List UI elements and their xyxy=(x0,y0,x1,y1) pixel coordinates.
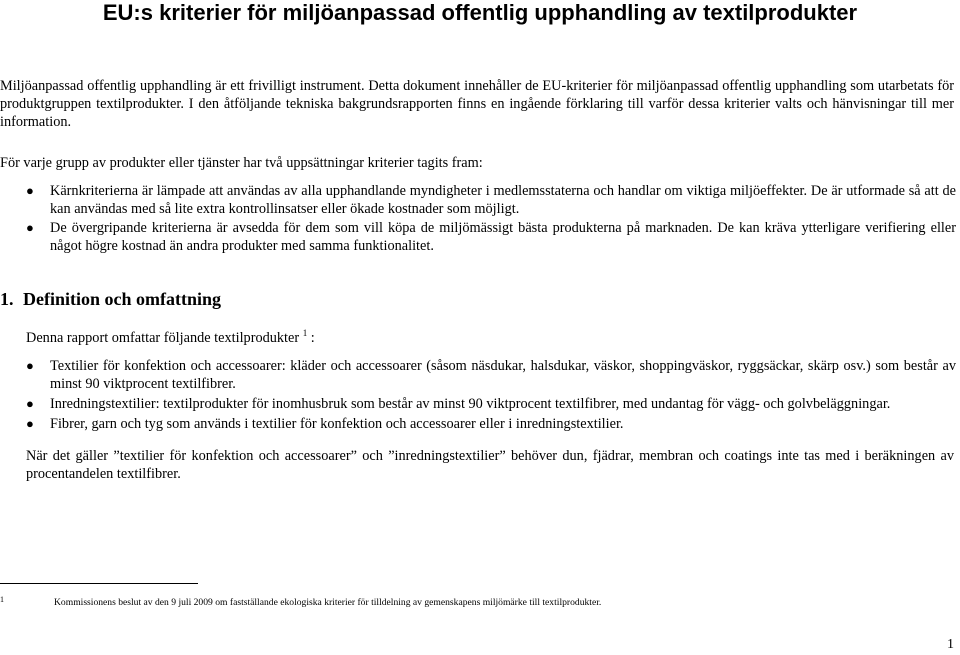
list-item xyxy=(0,219,956,255)
footnote-reference: 1 xyxy=(302,328,308,339)
scope-suffix: : xyxy=(310,330,315,346)
document-title: EU:s kriterier för miljöanpassad offentlig upphandling av textilprodukter xyxy=(102,0,858,25)
footnote-number: 1 xyxy=(0,595,4,604)
section-title: Definition och omfattning xyxy=(23,289,221,309)
bullet-icon: ● xyxy=(26,183,34,198)
scope-text: Denna rapport omfattar följande textilprodukter xyxy=(26,330,300,346)
note-paragraph: När det gäller ”textilier för konfektion och accessoarer” och ”inredningstextilier” behöver dun, fjädrar, membran och coatings inte tas med i beräkningen av procentandelen textilfibrer. xyxy=(26,448,954,482)
section-heading xyxy=(0,288,221,310)
bullet-icon: ● xyxy=(26,358,34,373)
product-scope-list xyxy=(0,357,956,435)
list-item-text: De övergripande kriterierna är avsedda för dem som vill köpa de miljömässigt bästa produkterna på marknaden. De kan kräva ytterligare verifiering eller något högre kostnad än andra produkter med samma funktionalitet. xyxy=(50,220,956,254)
intro-paragraph: Miljöanpassad offentlig upphandling är ett frivilligt instrument. Detta dokument innehåller de EU-kriterier för miljöanpassad offentlig upphandling som utarbetats för produktgruppen textilprodukter. I den åtföljande tekniska bakgrundsrapporten finns en ingående förklaring till varför dessa kriterier valts och hänvisningar till mer information. xyxy=(0,78,954,130)
list-item xyxy=(0,357,956,393)
list-item-text: Textilier för konfektion och accessoarer: kläder och accessoarer (såsom näsdukar, halsdukar, väskor, shoppingväskor, ryggsäckar, skärp osv.) som består av minst 90 viktprocent textilfibrer. xyxy=(50,358,956,392)
page-number: 1 xyxy=(947,637,954,652)
list-item xyxy=(0,415,956,433)
list-item xyxy=(0,182,956,218)
scope-paragraph xyxy=(26,329,926,347)
bullet-icon: ● xyxy=(26,396,34,411)
bullet-icon: ● xyxy=(26,220,34,235)
list-item-text: Inredningstextilier: textilprodukter för inomhusbruk som består av minst 90 viktprocent textilfibrer, med undantag för vägg- och golvbeläggningar. xyxy=(50,396,891,412)
list-item-text: Kärnkriterierna är lämpade att användas av alla upphandlande myndigheter i medlemsstaterna och handlar om viktiga miljöeffekter. De är utformade så att de kan användas med så lite extra kontrollinsatser eller ökade kostnader som möjligt. xyxy=(50,183,956,217)
list-item xyxy=(0,395,956,413)
criteria-sets-list xyxy=(0,182,956,256)
list-item-text: Fibrer, garn och tyg som används i textilier för konfektion och accessoarer eller i inredningstextilier. xyxy=(50,416,624,432)
footnote-separator xyxy=(0,583,198,584)
groups-intro-paragraph: För varje grupp av produkter eller tjänster har två uppsättningar kriterier tagits fram: xyxy=(0,155,483,171)
bullet-icon: ● xyxy=(26,416,34,431)
section-number: 1. xyxy=(0,289,14,309)
footnote-text: Kommissionens beslut av den 9 juli 2009 om fastställande ekologiska kriterier för tilldelning av gemenskapens miljömärke till textilprodukter. xyxy=(54,597,602,608)
